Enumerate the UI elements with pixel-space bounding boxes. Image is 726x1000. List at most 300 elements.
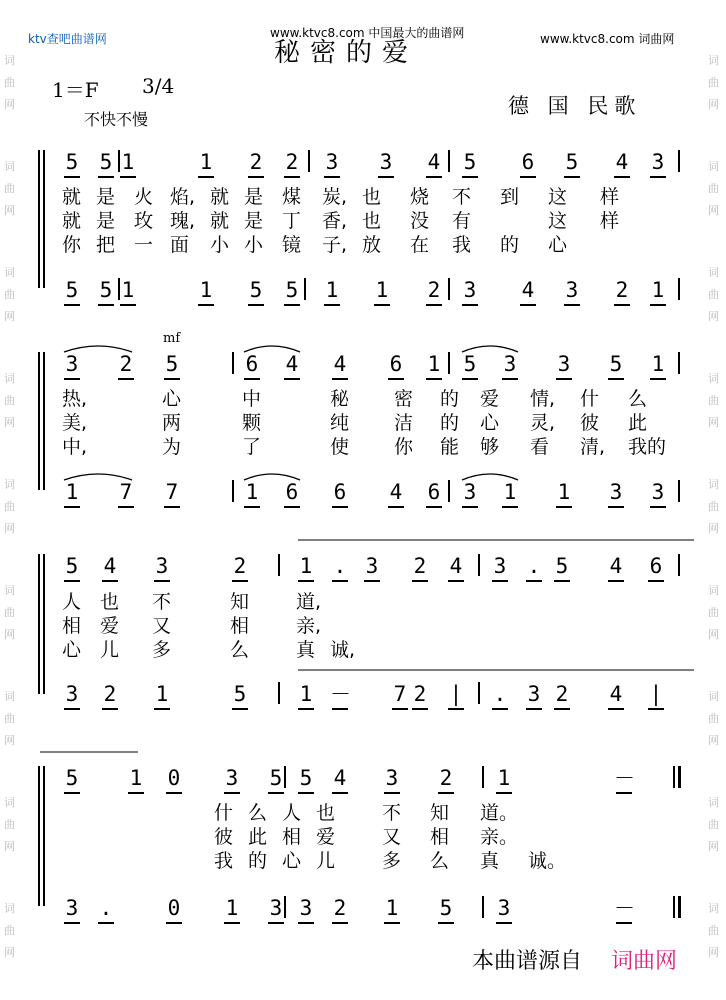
watermark-char: 词 bbox=[4, 266, 15, 279]
barline bbox=[482, 896, 484, 918]
eighth-underline bbox=[496, 922, 512, 924]
lyric-syllable: 又 bbox=[382, 826, 402, 848]
eighth-underline bbox=[388, 506, 404, 508]
watermark-char: 网 bbox=[708, 734, 719, 747]
lower-note: 7 bbox=[165, 480, 179, 504]
eighth-underline bbox=[332, 792, 348, 794]
upper-note: . bbox=[333, 554, 347, 578]
lyric-syllable: 心 bbox=[480, 412, 500, 434]
watermark-char: 曲 bbox=[708, 394, 719, 407]
upper-note: 3 bbox=[155, 554, 169, 578]
upper-note: 2 bbox=[249, 150, 263, 174]
system-bracket bbox=[38, 766, 40, 906]
lyric-syllable: 真 bbox=[480, 850, 500, 872]
eighth-underline bbox=[554, 580, 570, 582]
eighth-underline bbox=[492, 580, 508, 582]
lyric-syllable: 你 bbox=[62, 234, 82, 256]
lower-note: 6 bbox=[333, 480, 347, 504]
barline bbox=[304, 278, 306, 300]
upper-note: 5 bbox=[609, 352, 623, 376]
lyric-syllable: 我 bbox=[214, 850, 234, 872]
lower-note: 1 bbox=[375, 278, 389, 302]
eighth-underline bbox=[502, 378, 518, 380]
system-bracket-inner bbox=[43, 352, 45, 490]
upper-note: 1 bbox=[129, 766, 143, 790]
watermark-char: 词 bbox=[708, 160, 719, 173]
key-signature: 1＝F bbox=[52, 78, 99, 102]
lyric-syllable: 没 bbox=[410, 210, 430, 232]
lower-note: 5 bbox=[233, 682, 247, 706]
eighth-underline bbox=[166, 792, 182, 794]
lyric-syllable: 火 bbox=[134, 186, 154, 208]
upper-note: 1 bbox=[199, 150, 213, 174]
lower-note: 1 bbox=[225, 896, 239, 920]
lyric-syllable: 煤 bbox=[282, 186, 302, 208]
eighth-underline bbox=[438, 792, 454, 794]
lyric-syllable: 真 bbox=[296, 639, 316, 661]
watermark-char: 网 bbox=[4, 310, 15, 323]
lyric-syllable: 爱 bbox=[100, 615, 120, 637]
barline bbox=[678, 480, 680, 502]
eighth-underline bbox=[284, 506, 300, 508]
upper-note: 4 bbox=[285, 352, 299, 376]
eighth-underline bbox=[64, 304, 80, 306]
lyric-syllable: 诚。 bbox=[528, 850, 567, 872]
watermark-char: 网 bbox=[708, 628, 719, 641]
lyric-syllable: 多 bbox=[382, 850, 402, 872]
upper-note: . bbox=[527, 554, 541, 578]
watermark-char: 曲 bbox=[4, 500, 15, 513]
upper-note: 6 bbox=[245, 352, 259, 376]
lyric-syllable: 是 bbox=[96, 210, 116, 232]
lyric-syllable: 镜 bbox=[282, 234, 302, 256]
lower-note: 4 bbox=[609, 682, 623, 706]
lyric-syllable: 密 bbox=[394, 388, 414, 410]
lower-note: 4 bbox=[389, 480, 403, 504]
eighth-underline bbox=[650, 378, 666, 380]
eighth-underline bbox=[332, 922, 348, 924]
lower-note: 3 bbox=[65, 896, 79, 920]
eighth-underline bbox=[120, 176, 136, 178]
barline bbox=[232, 480, 234, 502]
lyric-syllable: 我 bbox=[452, 234, 472, 256]
watermark-char: 曲 bbox=[708, 288, 719, 301]
barline bbox=[448, 352, 450, 374]
barline bbox=[678, 150, 680, 172]
upper-note: 1 bbox=[121, 150, 135, 174]
lyric-syllable: 亲。 bbox=[480, 826, 519, 848]
lyric-syllable: 了 bbox=[242, 436, 262, 458]
lower-note: 1 bbox=[503, 480, 517, 504]
eighth-underline bbox=[426, 304, 442, 306]
watermark-char: 网 bbox=[4, 734, 15, 747]
eighth-underline bbox=[526, 580, 542, 582]
upper-note: 4 bbox=[333, 352, 347, 376]
eighth-underline bbox=[412, 708, 428, 710]
eighth-underline bbox=[298, 922, 314, 924]
upper-note: 3 bbox=[365, 554, 379, 578]
upper-note: 5 bbox=[299, 766, 313, 790]
lyric-syllable: 颗 bbox=[242, 412, 262, 434]
lyric-syllable: 心 bbox=[282, 850, 302, 872]
lyric-syllable: 两 bbox=[162, 412, 182, 434]
lyric-syllable: 多 bbox=[152, 639, 172, 661]
eighth-underline bbox=[324, 176, 340, 178]
eighth-underline bbox=[98, 922, 114, 924]
lower-note: . bbox=[493, 682, 507, 706]
eighth-underline bbox=[462, 378, 478, 380]
upper-note: 5 bbox=[555, 554, 569, 578]
eighth-underline bbox=[64, 176, 80, 178]
upper-note: 3 bbox=[557, 352, 571, 376]
watermark-char: 网 bbox=[4, 522, 15, 535]
lower-note: 5 bbox=[99, 278, 113, 302]
lyric-syllable: 就 bbox=[62, 186, 82, 208]
lyric-syllable: 相 bbox=[430, 826, 450, 848]
lyric-syllable: 香, bbox=[322, 210, 348, 232]
eighth-underline bbox=[374, 304, 390, 306]
upper-note: － bbox=[614, 766, 635, 790]
watermark-char: 曲 bbox=[4, 924, 15, 937]
lyric-syllable: 小 bbox=[244, 234, 264, 256]
double-barline bbox=[673, 766, 675, 788]
lyric-syllable: 道。 bbox=[480, 802, 519, 824]
system-bracket-inner bbox=[43, 554, 45, 694]
eighth-underline bbox=[298, 580, 314, 582]
lyric-syllable: 中, bbox=[62, 436, 88, 458]
double-barline bbox=[673, 896, 675, 918]
lyric-syllable: 瑰, bbox=[170, 210, 196, 232]
upper-note: 5 bbox=[65, 766, 79, 790]
lower-note: 2 bbox=[413, 682, 427, 706]
watermark-char: 词 bbox=[4, 372, 15, 385]
upper-note: 1 bbox=[651, 352, 665, 376]
lower-note: 1 bbox=[385, 896, 399, 920]
lyric-syllable: 就 bbox=[210, 186, 230, 208]
lyric-syllable: 不 bbox=[452, 186, 472, 208]
upper-note: 5 bbox=[165, 352, 179, 376]
lower-note: 1 bbox=[199, 278, 213, 302]
lyric-syllable: 丁 bbox=[282, 210, 302, 232]
eighth-underline bbox=[64, 708, 80, 710]
eighth-underline bbox=[616, 922, 632, 924]
lyric-syllable: 什 bbox=[580, 388, 600, 410]
lyric-syllable: 儿 bbox=[100, 639, 120, 661]
barline bbox=[678, 554, 680, 576]
lower-note: 1 bbox=[245, 480, 259, 504]
watermark-char: 网 bbox=[4, 628, 15, 641]
lyric-syllable: 彼 bbox=[580, 412, 600, 434]
lower-note: 1 bbox=[325, 278, 339, 302]
lyric-syllable: 中 bbox=[242, 388, 262, 410]
lyric-syllable: 是 bbox=[244, 210, 264, 232]
lower-note: 3 bbox=[527, 682, 541, 706]
watermark-char: 网 bbox=[708, 98, 719, 111]
barline bbox=[278, 682, 280, 704]
watermark-char: 词 bbox=[708, 584, 719, 597]
eighth-underline bbox=[556, 506, 572, 508]
lyric-syllable: 道, bbox=[296, 591, 322, 613]
lower-note: 1 bbox=[651, 278, 665, 302]
lyric-syllable: 么 bbox=[430, 850, 450, 872]
eighth-underline bbox=[520, 176, 536, 178]
watermark-char: 网 bbox=[4, 840, 15, 853]
lower-note: 3 bbox=[269, 896, 283, 920]
eighth-underline bbox=[388, 378, 404, 380]
upper-note: 2 bbox=[413, 554, 427, 578]
watermark-char: 词 bbox=[4, 902, 15, 915]
page-title: 秘密的爱 bbox=[274, 38, 419, 68]
eighth-underline bbox=[520, 304, 536, 306]
tempo-marking: 不快不慢 bbox=[84, 110, 149, 129]
lyric-syllable: 一 bbox=[134, 234, 154, 256]
upper-note: 3 bbox=[503, 352, 517, 376]
lyric-syllable: 我的 bbox=[628, 436, 667, 458]
eighth-underline bbox=[650, 506, 666, 508]
eighth-underline bbox=[392, 708, 408, 710]
lower-note: 1 bbox=[155, 682, 169, 706]
barline bbox=[678, 278, 680, 300]
eighth-underline bbox=[438, 922, 454, 924]
lower-note: 3 bbox=[463, 278, 477, 302]
lyric-syllable: 么 bbox=[628, 388, 648, 410]
lower-note: 2 bbox=[555, 682, 569, 706]
upper-note: 3 bbox=[325, 150, 339, 174]
lyric-syllable: 不 bbox=[152, 591, 172, 613]
eighth-underline bbox=[164, 378, 180, 380]
system-bracket-inner bbox=[43, 766, 45, 906]
eighth-underline bbox=[378, 176, 394, 178]
barline bbox=[284, 766, 286, 788]
lyric-syllable: 在 bbox=[410, 234, 430, 256]
watermark-char: 词 bbox=[4, 796, 15, 809]
eighth-underline bbox=[616, 792, 632, 794]
upper-note: 2 bbox=[285, 150, 299, 174]
upper-note: 4 bbox=[333, 766, 347, 790]
upper-note: 3 bbox=[385, 766, 399, 790]
barline bbox=[284, 896, 286, 918]
eighth-underline bbox=[608, 580, 624, 582]
eighth-underline bbox=[232, 708, 248, 710]
eighth-underline bbox=[64, 792, 80, 794]
eighth-underline bbox=[284, 378, 300, 380]
eighth-underline bbox=[332, 580, 348, 582]
lyric-syllable: 么 bbox=[248, 802, 268, 824]
lyric-syllable: 玫 bbox=[134, 210, 154, 232]
eighth-underline bbox=[608, 378, 624, 380]
lyric-syllable: 彼 bbox=[214, 826, 234, 848]
watermark-char: 曲 bbox=[708, 818, 719, 831]
watermark-char: 曲 bbox=[708, 76, 719, 89]
eighth-underline bbox=[650, 176, 666, 178]
lyric-syllable: 清, bbox=[580, 436, 606, 458]
eighth-underline bbox=[364, 580, 380, 582]
barline bbox=[678, 352, 680, 374]
lower-note: 1 bbox=[121, 278, 135, 302]
eighth-underline bbox=[102, 708, 118, 710]
lower-note: 1 bbox=[65, 480, 79, 504]
eighth-underline bbox=[564, 176, 580, 178]
lyric-syllable: 人 bbox=[62, 591, 82, 613]
eighth-underline bbox=[648, 580, 664, 582]
system-bracket bbox=[38, 150, 40, 288]
lower-note: 5 bbox=[249, 278, 263, 302]
lyric-syllable: 秘 bbox=[330, 388, 350, 410]
watermark-char: 词 bbox=[708, 478, 719, 491]
eighth-underline bbox=[496, 792, 512, 794]
lyric-syllable: 什 bbox=[214, 802, 234, 824]
eighth-underline bbox=[650, 304, 666, 306]
eighth-underline bbox=[248, 176, 264, 178]
upper-note: 2 bbox=[439, 766, 453, 790]
lyric-syllable: 这 bbox=[548, 210, 568, 232]
eighth-underline bbox=[614, 304, 630, 306]
upper-note: 3 bbox=[493, 554, 507, 578]
lower-note: 2 bbox=[615, 278, 629, 302]
lyric-syllable: 到 bbox=[500, 186, 520, 208]
eighth-underline bbox=[198, 304, 214, 306]
lyric-syllable: 相 bbox=[230, 615, 250, 637]
lyric-syllable: 为 bbox=[162, 436, 182, 458]
watermark-char: 网 bbox=[708, 416, 719, 429]
watermark-char: 网 bbox=[4, 416, 15, 429]
lyric-syllable: 你 bbox=[394, 436, 414, 458]
eighth-underline bbox=[614, 176, 630, 178]
eighth-underline bbox=[248, 304, 264, 306]
lower-note: | bbox=[649, 682, 663, 706]
lyric-syllable: 也 bbox=[316, 802, 336, 824]
upper-note: 6 bbox=[389, 352, 403, 376]
lower-note: 6 bbox=[285, 480, 299, 504]
lyric-syllable: 炭, bbox=[322, 186, 348, 208]
double-barline bbox=[678, 896, 681, 918]
eighth-underline bbox=[64, 580, 80, 582]
upper-note: 1 bbox=[427, 352, 441, 376]
watermark-char: 词 bbox=[708, 54, 719, 67]
lower-note: | bbox=[449, 682, 463, 706]
eighth-underline bbox=[154, 708, 170, 710]
eighth-underline bbox=[284, 304, 300, 306]
eighth-underline bbox=[284, 176, 300, 178]
barline bbox=[278, 554, 280, 576]
upper-note: 4 bbox=[609, 554, 623, 578]
lyric-syllable: 的 bbox=[248, 850, 268, 872]
eighth-underline bbox=[268, 792, 284, 794]
watermark-char: 词 bbox=[708, 690, 719, 703]
watermark-char: 曲 bbox=[708, 924, 719, 937]
barline bbox=[482, 766, 484, 788]
source-site-link[interactable]: 词曲网 bbox=[611, 949, 678, 974]
lyric-syllable: 看 bbox=[530, 436, 550, 458]
eighth-underline bbox=[384, 792, 400, 794]
upper-note: 0 bbox=[167, 766, 181, 790]
eighth-underline bbox=[492, 708, 508, 710]
system-bracket-inner bbox=[43, 150, 45, 288]
origin-label: 德 国 民歌 bbox=[508, 94, 642, 118]
lyric-syllable: 也 bbox=[362, 210, 382, 232]
watermark-char: 曲 bbox=[4, 76, 15, 89]
lyric-syllable: 就 bbox=[62, 210, 82, 232]
lyric-syllable: 诚, bbox=[330, 639, 356, 661]
eighth-underline bbox=[556, 378, 572, 380]
eighth-underline bbox=[332, 708, 348, 710]
watermark-char: 网 bbox=[708, 522, 719, 535]
upper-note: 3 bbox=[379, 150, 393, 174]
eighth-underline bbox=[608, 506, 624, 508]
eighth-underline bbox=[244, 506, 260, 508]
eighth-underline bbox=[64, 922, 80, 924]
lyric-syllable: 的 bbox=[440, 388, 460, 410]
upper-note: 3 bbox=[65, 352, 79, 376]
upper-note: 2 bbox=[233, 554, 247, 578]
eighth-underline bbox=[462, 506, 478, 508]
lyric-syllable: 焰, bbox=[170, 186, 196, 208]
lyric-syllable: 相 bbox=[282, 826, 302, 848]
lyric-syllable: 样 bbox=[600, 186, 620, 208]
lyric-syllable: 放 bbox=[362, 234, 382, 256]
eighth-underline bbox=[564, 304, 580, 306]
upper-note: 5 bbox=[65, 554, 79, 578]
lower-note: 7 bbox=[119, 480, 133, 504]
lyric-syllable: 的 bbox=[500, 234, 520, 256]
barline bbox=[478, 554, 480, 576]
lower-note: － bbox=[330, 682, 351, 706]
lower-note: 3 bbox=[565, 278, 579, 302]
lyric-syllable: 也 bbox=[100, 591, 120, 613]
watermark-char: 曲 bbox=[708, 606, 719, 619]
upper-note: 3 bbox=[225, 766, 239, 790]
eighth-underline bbox=[232, 580, 248, 582]
eighth-underline bbox=[526, 708, 542, 710]
watermark-char: 词 bbox=[708, 902, 719, 915]
lyric-syllable: 烧 bbox=[410, 186, 430, 208]
lyric-syllable: 把 bbox=[96, 234, 116, 256]
lyric-syllable: 儿 bbox=[316, 850, 336, 872]
lyric-syllable: 能 bbox=[440, 436, 460, 458]
lower-note: 3 bbox=[651, 480, 665, 504]
eighth-underline bbox=[154, 580, 170, 582]
watermark-char: 网 bbox=[4, 204, 15, 217]
lyric-syllable: 爱 bbox=[480, 388, 500, 410]
watermark-char: 曲 bbox=[708, 500, 719, 513]
watermark-char: 词 bbox=[4, 160, 15, 173]
watermark-char: 网 bbox=[4, 98, 15, 111]
lyric-syllable: 纯 bbox=[330, 412, 350, 434]
lyric-syllable: 是 bbox=[244, 186, 264, 208]
upper-note: 5 bbox=[463, 352, 477, 376]
upper-note: 1 bbox=[497, 766, 511, 790]
watermark-char: 词 bbox=[708, 266, 719, 279]
left-site-label: ktv查吧曲谱网 bbox=[28, 32, 107, 46]
lyric-syllable: 灵, bbox=[530, 412, 556, 434]
lyric-syllable: 知 bbox=[430, 802, 450, 824]
upper-note: 5 bbox=[463, 150, 477, 174]
right-site-label: www.ktvc8.com 词曲网 bbox=[540, 32, 675, 46]
watermark-char: 词 bbox=[708, 372, 719, 385]
lyric-syllable: 洁 bbox=[394, 412, 414, 434]
eighth-underline bbox=[426, 378, 442, 380]
lyric-syllable: 此 bbox=[628, 412, 648, 434]
watermark-char: 网 bbox=[708, 310, 719, 323]
lower-note: 3 bbox=[299, 896, 313, 920]
eighth-underline bbox=[268, 922, 284, 924]
lower-note: 1 bbox=[299, 682, 313, 706]
watermark-char: 曲 bbox=[4, 288, 15, 301]
lyric-syllable: 心 bbox=[162, 388, 182, 410]
eighth-underline bbox=[166, 922, 182, 924]
lyric-syllable: 有 bbox=[452, 210, 472, 232]
lyric-syllable: 知 bbox=[230, 591, 250, 613]
